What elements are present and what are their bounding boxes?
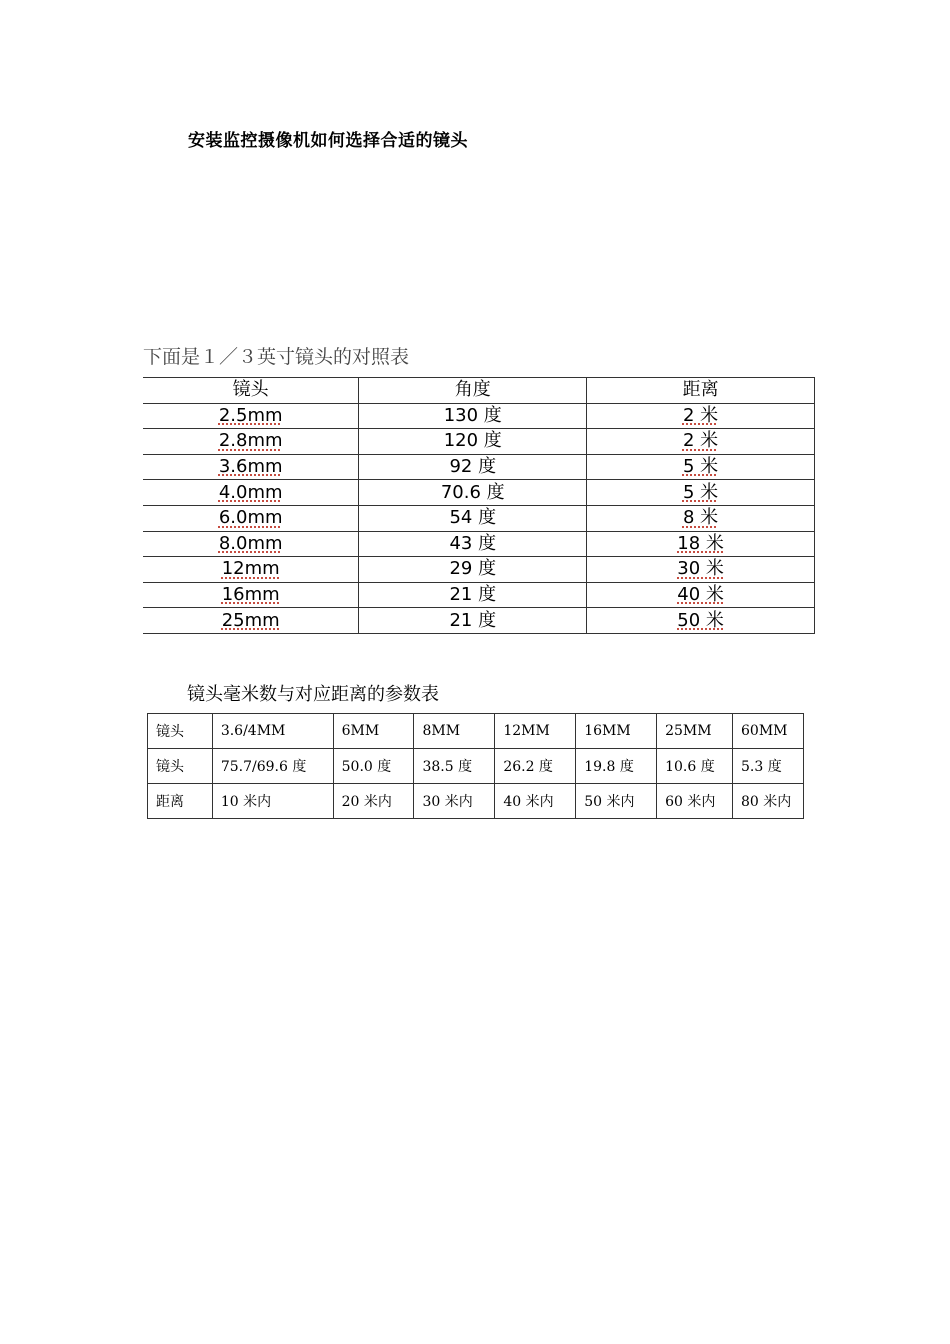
table-row bbox=[143, 557, 815, 583]
distance-cell: 5 米 bbox=[682, 481, 719, 503]
table-cell: 16MM bbox=[576, 714, 657, 749]
table-cell: 60MM bbox=[733, 714, 804, 749]
table-cell: 8MM bbox=[414, 714, 495, 749]
table-cell: 10.6 度 bbox=[657, 749, 733, 784]
table-cell: 19.8 度 bbox=[576, 749, 657, 784]
table-row bbox=[148, 749, 804, 784]
distance-cell: 40 米 bbox=[677, 584, 724, 606]
table-row bbox=[143, 505, 815, 531]
table-cell: 60 米内 bbox=[657, 784, 733, 819]
distance-cell: 5 米 bbox=[682, 456, 719, 478]
table-cell: 6MM bbox=[333, 714, 414, 749]
lens-cell: 4.0mm bbox=[218, 481, 283, 503]
lens-cell: 16mm bbox=[221, 584, 280, 606]
distance-cell: 2 米 bbox=[682, 430, 719, 452]
table-cell: 50 米内 bbox=[576, 784, 657, 819]
table-row bbox=[148, 714, 804, 749]
lens-parameter-table bbox=[147, 713, 804, 819]
lens-cell: 3.6mm bbox=[218, 456, 283, 478]
distance-cell: 8 米 bbox=[682, 507, 719, 529]
lens-cell: 2.8mm bbox=[218, 430, 283, 452]
distance-cell: 50 米 bbox=[677, 609, 724, 631]
table-cell: 26.2 度 bbox=[495, 749, 576, 784]
distance-cell: 2 米 bbox=[682, 404, 719, 426]
table-row bbox=[143, 454, 815, 480]
lens-cell: 25mm bbox=[221, 609, 280, 631]
angle-cell: 130 度 bbox=[359, 403, 587, 429]
table-cell: 30 米内 bbox=[414, 784, 495, 819]
table-cell: 75.7/69.6 度 bbox=[212, 749, 333, 784]
page-title: 安装监控摄像机如何选择合适的镜头 bbox=[188, 131, 468, 151]
header-angle: 角度 bbox=[359, 378, 587, 404]
lens-cell: 2.5mm bbox=[218, 404, 283, 426]
row-label: 镜头 bbox=[148, 749, 213, 784]
row-label: 镜头 bbox=[148, 714, 213, 749]
parameter-table-caption: 镜头毫米数与对应距离的参数表 bbox=[187, 684, 439, 705]
distance-cell: 30 米 bbox=[677, 558, 724, 580]
table-cell: 38.5 度 bbox=[414, 749, 495, 784]
table-cell: 40 米内 bbox=[495, 784, 576, 819]
lens-table-caption: 下面是１／３英寸镜头的对照表 bbox=[143, 346, 410, 368]
header-lens: 镜头 bbox=[143, 378, 359, 404]
angle-cell: 70.6 度 bbox=[359, 480, 587, 506]
angle-cell: 43 度 bbox=[359, 531, 587, 557]
table-row bbox=[143, 608, 815, 634]
table-cell: 80 米内 bbox=[733, 784, 804, 819]
table-row bbox=[143, 480, 815, 506]
angle-cell: 21 度 bbox=[359, 608, 587, 634]
table-row bbox=[143, 531, 815, 557]
table-cell: 12MM bbox=[495, 714, 576, 749]
table-row bbox=[143, 582, 815, 608]
table-cell: 25MM bbox=[657, 714, 733, 749]
table-cell: 3.6/4MM bbox=[212, 714, 333, 749]
distance-cell: 18 米 bbox=[677, 532, 724, 554]
lens-cell: 8.0mm bbox=[218, 532, 283, 554]
angle-cell: 29 度 bbox=[359, 557, 587, 583]
table-row bbox=[143, 403, 815, 429]
angle-cell: 21 度 bbox=[359, 582, 587, 608]
angle-cell: 54 度 bbox=[359, 505, 587, 531]
header-distance: 距离 bbox=[587, 378, 815, 404]
table-cell: 20 米内 bbox=[333, 784, 414, 819]
table-cell: 5.3 度 bbox=[733, 749, 804, 784]
angle-cell: 92 度 bbox=[359, 454, 587, 480]
lens-comparison-table bbox=[143, 377, 815, 634]
table-row bbox=[143, 429, 815, 455]
table-cell: 10 米内 bbox=[212, 784, 333, 819]
table-header-row bbox=[143, 378, 815, 404]
table-row bbox=[148, 784, 804, 819]
lens-cell: 6.0mm bbox=[218, 507, 283, 529]
angle-cell: 120 度 bbox=[359, 429, 587, 455]
lens-cell: 12mm bbox=[221, 558, 280, 580]
table-cell: 50.0 度 bbox=[333, 749, 414, 784]
row-label: 距离 bbox=[148, 784, 213, 819]
